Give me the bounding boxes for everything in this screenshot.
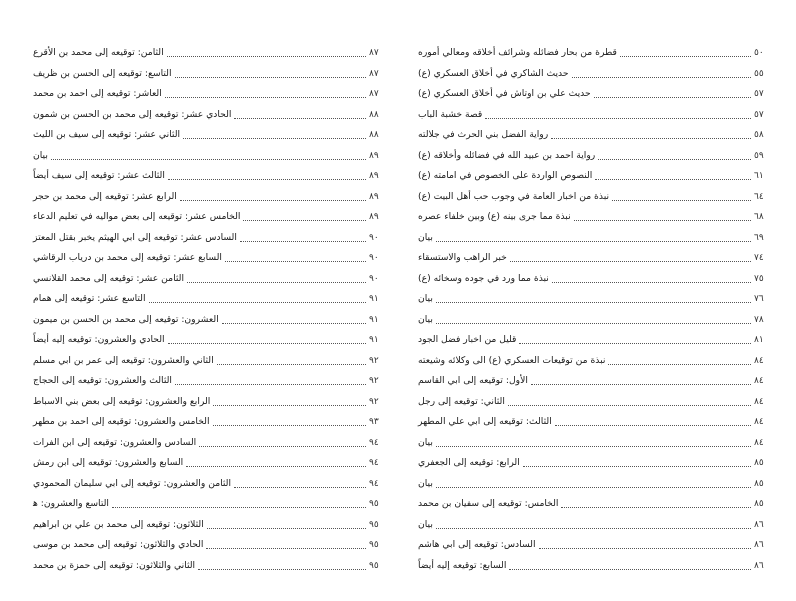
toc-entry-page: ٥٧ — [754, 109, 764, 120]
toc-entry-page: ٦٨ — [754, 212, 764, 223]
toc-entry-title: الخامس: توقيعه إلى سفيان بن محمد — [418, 498, 559, 510]
toc-entry — [418, 289, 768, 310]
dot-leader — [51, 158, 366, 160]
toc-entry-page: ٩٠ — [369, 273, 379, 284]
toc-entry-title: بيان — [418, 436, 433, 448]
toc-entry — [33, 228, 383, 249]
toc-entry-title: بيان — [418, 231, 433, 243]
dot-leader — [552, 281, 751, 283]
toc-entry-title: حديث الشاكري في أخلاق العسكري (ع) — [418, 67, 569, 79]
toc-entry-title: الخامس عشر: توقيعه إلى بعض مواليه في تعليم الدعاء — [33, 211, 241, 223]
toc-column-left — [33, 43, 383, 576]
toc-entry-title: نبذة مما ورد في جوده وسخائه (ع) — [418, 272, 549, 284]
toc-entry-title: حديث علي بن اوتاش في أخلاق العسكري (ع) — [418, 88, 591, 100]
dot-leader — [213, 404, 366, 406]
dot-leader — [436, 527, 751, 529]
toc-entry-title: الثامن عشر: توقيعه إلى محمد القلانسي — [33, 272, 184, 284]
dot-leader — [485, 117, 751, 119]
dot-leader — [183, 137, 366, 139]
dot-leader — [175, 383, 366, 385]
toc-entry-page: ٨٤ — [754, 437, 764, 448]
toc-entry — [33, 64, 383, 85]
dot-leader — [510, 260, 751, 262]
toc-entry-page: ٩٥ — [369, 540, 379, 551]
toc-entry-page: ٧٥ — [754, 273, 764, 284]
toc-entry-title: الرابع عشر: توقيعه إلى محمد بن حجر — [33, 190, 177, 202]
dot-leader — [243, 219, 366, 221]
toc-entry-title: التاسع: توقيعه إلى الحسن بن ظريف — [33, 67, 172, 79]
toc-entry-page: ٥٨ — [754, 130, 764, 141]
toc-entry-title: السابع: توقيعه إليه أيضاً — [418, 559, 507, 571]
toc-entry-page: ٩٤ — [369, 437, 379, 448]
dot-leader — [436, 301, 751, 303]
toc-entry-title: السادس عشر: توقيعه إلى ابي الهيثم يخبر بقتل المعتز — [33, 231, 237, 243]
toc-entry — [33, 433, 383, 454]
toc-entry-page: ٩٥ — [369, 519, 379, 530]
toc-entry-page: ٨٦ — [754, 519, 764, 530]
toc-entry — [418, 453, 768, 474]
toc-entry-page: ٨٥ — [754, 458, 764, 469]
toc-entry — [33, 535, 383, 556]
dot-leader — [595, 178, 751, 180]
toc-entry-title: الحادي والعشرون: توقيعه إليه أيضاً — [33, 334, 165, 346]
toc-entry-title: قطرة من بحار فضائله وشرائف أخلاقه ومعالي أموره — [418, 47, 617, 59]
toc-entry-title: الثالث: توقيعه إلى ابي علي المطهر — [418, 416, 552, 428]
toc-entry-title: السابع والعشرون: توقيعه إلى ابن رمش — [33, 457, 184, 469]
toc-entry-page: ٨٥ — [754, 499, 764, 510]
toc-entry — [418, 474, 768, 495]
toc-entry-page: ٩٠ — [369, 253, 379, 264]
toc-entry-page: ٨٤ — [754, 376, 764, 387]
toc-entry — [418, 351, 768, 372]
toc-entry-page: ٥٩ — [754, 150, 764, 161]
toc-entry — [418, 207, 768, 228]
toc-entry-page: ٩٢ — [369, 376, 379, 387]
toc-entry-title: نبذة من اخبار العامة في وجوب حب أهل البيت (ع) — [418, 190, 610, 202]
toc-entry — [418, 556, 768, 577]
dot-leader — [436, 322, 751, 324]
dot-leader — [222, 322, 366, 324]
toc-entry-title: السادس: توقيعه إلى ابي هاشم — [418, 539, 536, 551]
toc-entry — [418, 146, 768, 167]
dot-leader — [175, 76, 366, 78]
toc-column-right — [418, 43, 768, 576]
toc-entry-title: الثلاثون: توقيعه إلى محمد بن علي بن ابراهيم — [33, 518, 204, 530]
toc-entry — [33, 330, 383, 351]
toc-entry-page: ٩٣ — [369, 417, 379, 428]
dot-leader — [561, 506, 751, 508]
toc-entry-title: الخامس والعشرون: توقيعه إلى احمد بن مطهر — [33, 416, 210, 428]
toc-entry-title: النصوص الواردة على الخصوص في امامته (ع) — [418, 170, 593, 182]
dot-leader — [574, 219, 751, 221]
dot-leader — [523, 465, 751, 467]
toc-entry-page: ٨٤ — [754, 355, 764, 366]
toc-entry-page: ٨٧ — [369, 48, 379, 59]
toc-entry-page: ٨٤ — [754, 417, 764, 428]
dot-leader — [187, 281, 366, 283]
toc-entry-title: الحادي والثلاثون: توقيعه إلى محمد بن موسى — [33, 539, 204, 551]
toc-entry-title: رواية الفضل بني الحرث في جلالته — [418, 129, 549, 141]
toc-entry — [418, 64, 768, 85]
dot-leader — [112, 506, 366, 508]
toc-entry — [418, 228, 768, 249]
dot-leader — [168, 178, 366, 180]
toc-entry-title: الرابع: توقيعه إلى الجعفري — [418, 457, 520, 469]
dot-leader — [608, 363, 751, 365]
toc-entry — [33, 412, 383, 433]
toc-entry — [33, 269, 383, 290]
toc-entry — [418, 310, 768, 331]
toc-entry-page: ٦١ — [754, 171, 764, 182]
toc-entry — [33, 146, 383, 167]
toc-entry-page: ٥٥ — [754, 68, 764, 79]
toc-entry-page: ٩٥ — [369, 560, 379, 571]
toc-entry-page: ٧٤ — [754, 253, 764, 264]
dot-leader — [598, 158, 751, 160]
dot-leader — [555, 424, 751, 426]
toc-entry-page: ٧٨ — [754, 314, 764, 325]
toc-entry — [418, 515, 768, 536]
toc-entry — [418, 43, 768, 64]
toc-entry-page: ٩٠ — [369, 232, 379, 243]
toc-entry — [418, 125, 768, 146]
dot-leader — [199, 445, 366, 447]
toc-entry-title: العشرون: توقيعه إلى محمد بن الحسن بن ميمون — [33, 313, 219, 325]
dot-leader — [217, 363, 366, 365]
toc-entry-page: ٨٤ — [754, 396, 764, 407]
toc-entry — [418, 494, 768, 515]
toc-entry-title: بيان — [418, 293, 433, 305]
dot-leader — [594, 96, 751, 98]
dot-leader — [149, 301, 366, 303]
toc-entry-title: قصة خشبة الباب — [418, 108, 483, 120]
toc-entry-page: ٩٤ — [369, 478, 379, 489]
toc-entry-title: بيان — [33, 149, 48, 161]
toc-entry-title: الثاني والعشرون: توقيعه إلى عمر بن ابي مسلم — [33, 354, 214, 366]
toc-entry-page: ٨٨ — [369, 109, 379, 120]
toc-entry-page: ٩١ — [369, 314, 379, 325]
dot-leader — [168, 342, 366, 344]
toc-entry — [418, 84, 768, 105]
dot-leader — [180, 199, 366, 201]
toc-entry — [33, 166, 383, 187]
toc-entry-page: ٩٤ — [369, 458, 379, 469]
toc-entry-title: نبذة مما جرى بينه (ع) وبين خلفاء عصره — [418, 211, 571, 223]
dot-leader — [551, 137, 751, 139]
toc-entry-page: ٨٩ — [369, 212, 379, 223]
toc-entry — [418, 166, 768, 187]
dot-leader — [572, 76, 751, 78]
toc-entry-title: الثاني: توقيعه إلى رجل — [418, 395, 505, 407]
toc-entry-title: الرابع والعشرون: توقيعه إلى بعض بني الاسباط — [33, 395, 211, 407]
toc-entry-page: ٨٧ — [369, 68, 379, 79]
dot-leader — [234, 117, 366, 119]
toc-entry-page: ٩٢ — [369, 355, 379, 366]
dot-leader — [620, 55, 751, 57]
toc-entry — [33, 474, 383, 495]
toc-entry-page: ٩٥ — [369, 499, 379, 510]
toc-entry-page: ٨١ — [754, 335, 764, 346]
toc-entry — [418, 269, 768, 290]
toc-entry-title: الأول: توقيعه إلى ابي القاسم — [418, 375, 528, 387]
toc-entry-page: ٩١ — [369, 335, 379, 346]
toc-entry — [33, 371, 383, 392]
toc-entry-title: نبذة من توقيعات العسكري (ع) الى وكلائه وشيعته — [418, 354, 606, 366]
dot-leader — [436, 240, 751, 242]
toc-entry — [33, 392, 383, 413]
toc-entry-title: بيان — [418, 477, 433, 489]
dot-leader — [519, 342, 751, 344]
toc-entry — [33, 248, 383, 269]
toc-entry-page: ٩٢ — [369, 396, 379, 407]
toc-entry-page: ٨٦ — [754, 540, 764, 551]
dot-leader — [186, 465, 366, 467]
toc-entry — [33, 187, 383, 208]
toc-entry — [418, 433, 768, 454]
dot-leader — [165, 96, 366, 98]
toc-entry-title: بيان — [418, 313, 433, 325]
toc-entry — [418, 535, 768, 556]
toc-entry — [418, 105, 768, 126]
toc-entry — [33, 310, 383, 331]
dot-leader — [531, 383, 751, 385]
dot-leader — [240, 240, 366, 242]
toc-entry — [418, 412, 768, 433]
toc-entry — [33, 556, 383, 577]
dot-leader — [206, 547, 366, 549]
toc-entry — [33, 351, 383, 372]
toc-entry-page: ٥٧ — [754, 89, 764, 100]
toc-entry-title: الثامن: توقيعه إلى محمد بن الأقرع — [33, 47, 164, 59]
toc-entry — [33, 515, 383, 536]
toc-entry-title: التاسع عشر: توقيعه إلى همام — [33, 293, 146, 305]
toc-entry-page: ٨٩ — [369, 191, 379, 202]
toc-entry-page: ٧٦ — [754, 294, 764, 305]
toc-entry-title: رواية احمد بن عبيد الله في فضائله وأخلاقه (ع) — [418, 149, 596, 161]
dot-leader — [213, 424, 366, 426]
dot-leader — [436, 486, 751, 488]
toc-entry-page: ٨٦ — [754, 560, 764, 571]
toc-entry — [418, 187, 768, 208]
toc-entry — [418, 330, 768, 351]
toc-entry-title: قليل من اخبار فضل الجود — [418, 334, 517, 346]
toc-entry-title: العاشر: توقيعه إلى احمد بن محمد — [33, 88, 162, 100]
toc-entry-title: الثاني والثلاثون: توقيعه إلى حمزة بن محمد — [33, 559, 196, 571]
toc-entry-page: ٥٠ — [754, 48, 764, 59]
dot-leader — [225, 260, 366, 262]
toc-entry-title: الثالث عشر: توقيعه إلى سيف أيضاً — [33, 170, 165, 182]
toc-entry — [33, 494, 383, 515]
dot-leader — [167, 55, 366, 57]
toc-entry — [33, 125, 383, 146]
toc-entry-page: ٨٥ — [754, 478, 764, 489]
toc-entry — [418, 248, 768, 269]
toc-entry-title: السادس والعشرون: توقيعه إلى ابن الفرات — [33, 436, 197, 448]
toc-entry-page: ٦٩ — [754, 232, 764, 243]
dot-leader — [539, 547, 752, 549]
toc-entry-title: الثامن والعشرون: توقيعه إلى ابي سليمان المحمودي — [33, 477, 232, 489]
toc-entry — [418, 392, 768, 413]
dot-leader — [509, 568, 751, 570]
toc-entry — [33, 289, 383, 310]
dot-leader — [207, 527, 366, 529]
toc-entry-page: ٦٤ — [754, 191, 764, 202]
toc-entry — [418, 371, 768, 392]
toc-entry — [33, 207, 383, 228]
toc-entry-page: ٨٩ — [369, 150, 379, 161]
toc-entry-title: الثاني عشر: توقيعه إلى سيف بن الليث — [33, 129, 181, 141]
toc-entry-page: ٨٧ — [369, 89, 379, 100]
dot-leader — [436, 445, 751, 447]
dot-leader — [234, 486, 366, 488]
dot-leader — [612, 199, 751, 201]
toc-entry-title: التاسع والعشرون: ﻫ — [33, 498, 109, 510]
dot-leader — [198, 568, 366, 570]
toc-entry-page: ٨٩ — [369, 171, 379, 182]
toc-entry-page: ٨٨ — [369, 130, 379, 141]
toc-entry-title: الحادي عشر: توقيعه إلى محمد بن الحسن بن شمون — [33, 108, 232, 120]
toc-entry — [33, 43, 383, 64]
toc-entry — [33, 453, 383, 474]
toc-entry-title: بيان — [418, 518, 433, 530]
toc-entry-title: الثالث والعشرون: توقيعه إلى الحجاج — [33, 375, 172, 387]
toc-entry-page: ٩١ — [369, 294, 379, 305]
toc-entry — [33, 84, 383, 105]
toc-entry — [33, 105, 383, 126]
toc-entry-title: السابع عشر: توقيعه إلى محمد بن درياب الرقاشي — [33, 252, 222, 264]
dot-leader — [508, 404, 751, 406]
toc-entry-title: خبر الراهب والاستسقاء — [418, 252, 507, 264]
